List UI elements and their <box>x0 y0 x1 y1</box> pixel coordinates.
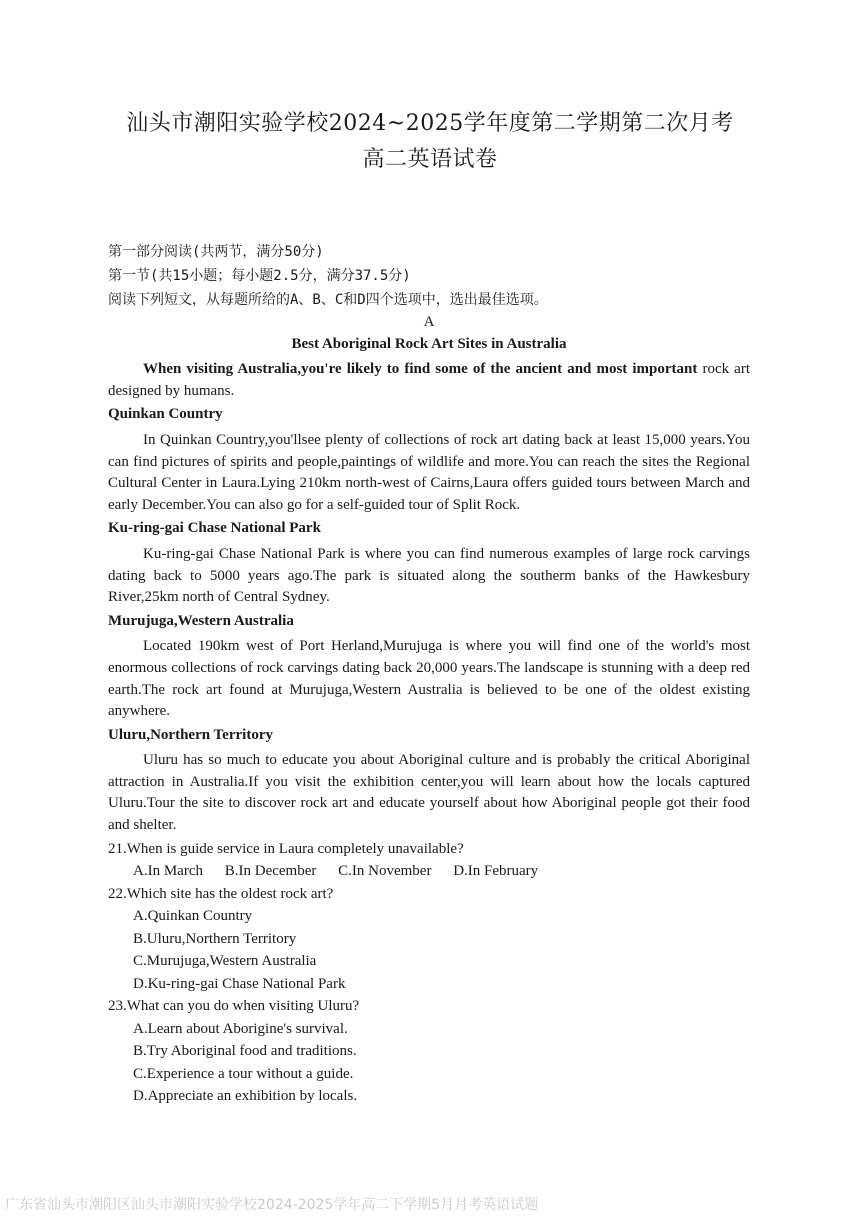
option-b: B.Uluru,Northern Territory <box>133 930 297 947</box>
question-options <box>108 860 750 883</box>
section-text-murujuga: Located 190km west of Port Herland,Murujuga is where you will find one of the world's most enormous collections of rock carvings dating back 20,000 years.The landscape is stunning with a deep red earth.The rock art found at Murujuga,Western Australia is believed to be one of the oldest existing anywhere. <box>108 638 750 720</box>
option-a: A.Quinkan Country <box>133 908 253 925</box>
passage-intro <box>108 359 750 402</box>
option-d: D.Appreciate an exhibition by locals. <box>133 1088 358 1105</box>
footer-watermark: 广东省汕头市潮阳区汕头市潮阳实验学校2024-2025学年高二下学期5月月考英语试题 <box>5 1197 539 1213</box>
section-heading-uluru: Uluru,Northern Territory <box>108 726 273 743</box>
section-heading-kuringgai: Ku-ring-gai Chase National Park <box>108 520 321 537</box>
option-b: B.Try Aboriginal food and traditions. <box>133 1043 357 1060</box>
exam-title: 汕头市潮阳实验学校2024~2025学年度第二学期第二次月考 <box>126 111 734 136</box>
question-22 <box>108 884 750 996</box>
option-d: D.In February <box>453 863 539 880</box>
section-heading: 第一节(共15小题；每小题2.5分，满分37.5分) <box>108 268 411 284</box>
passage-letter: A <box>423 314 435 330</box>
intro-rest-text: rock art designed by humans. <box>108 361 750 399</box>
section-text-quinkan: In Quinkan Country,you'llsee plenty of collections of rock art dating back at least 15,000 years.You can find pictures of spirits and people,paintings of wildlife and more.You can reach the sites the Regional Cultural Center in Laura.Lying 210km north-west of Cairns,Laura offers guided tours between March and early December.You can also go for a self-guided tour of Split Rock. <box>108 431 750 513</box>
question-stem: 21.When is guide service in Laura completely unavailable? <box>108 840 464 857</box>
option-c: C.Experience a tour without a guide. <box>133 1065 354 1082</box>
question-stem: 22.Which site has the oldest rock art? <box>108 885 334 902</box>
question-options <box>108 905 750 995</box>
option-c: C.Murujuga,Western Australia <box>133 953 317 970</box>
question-21 <box>108 839 750 883</box>
option-c: C.In November <box>338 863 432 880</box>
exam-subtitle: 高二英语试卷 <box>362 147 498 172</box>
option-b: B.In December <box>224 863 317 880</box>
part-heading: 第一部分阅读(共两节，满分50分) <box>108 244 324 260</box>
directions: 阅读下列短文，从每题所给的A、B、C和D四个选项中，选出最佳选项。 <box>108 292 548 308</box>
question-23 <box>108 996 750 1108</box>
option-a: A.Learn about Aborigine's survival. <box>133 1020 348 1037</box>
question-stem: 23.What can you do when visiting Uluru? <box>108 998 360 1015</box>
section-heading-quinkan: Quinkan Country <box>108 406 223 423</box>
passage-title: Best Aboriginal Rock Art Sites in Australia <box>291 335 567 352</box>
question-options <box>108 1018 750 1108</box>
intro-bold-text: When visiting Australia,you're likely to find some of the ancient and most important <box>143 361 698 378</box>
section-heading-murujuga: Murujuga,Western Australia <box>108 612 294 629</box>
section-text-kuringgai: Ku-ring-gai Chase National Park is where you can find numerous examples of large rock carvings dating back to 5000 years ago.The park is situated along the southerm banks of the Hawkesbury River,25km north of Central Sydney. <box>108 545 750 606</box>
option-d: D.Ku-ring-gai Chase National Park <box>133 975 346 992</box>
section-text-uluru: Uluru has so much to educate you about Aboriginal culture and is probably the critical Aboriginal attraction in Australia.If you visit the exhibition center,you will learn about how the locals captured Uluru.Tour the site to discover rock art and educate yourself about how Aboriginal people got their food and shelter. <box>108 752 750 834</box>
option-a: A.In March <box>133 863 203 880</box>
exam-content <box>108 240 750 1108</box>
